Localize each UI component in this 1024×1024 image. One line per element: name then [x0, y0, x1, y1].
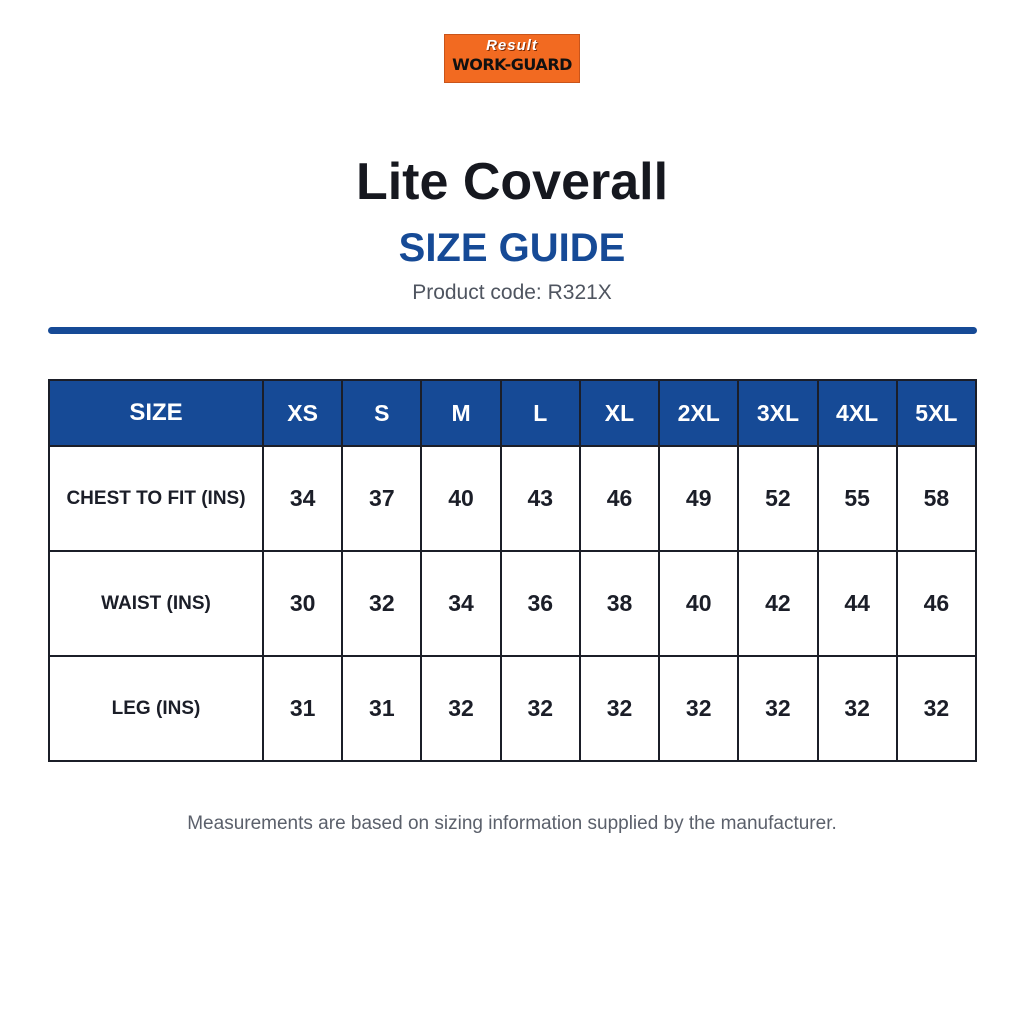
table-cell: 32	[818, 656, 897, 761]
size-header-5xl: 5XL	[897, 380, 976, 446]
table-cell: 32	[501, 656, 580, 761]
table-cell: 40	[659, 551, 738, 656]
size-header-3xl: 3XL	[738, 380, 817, 446]
table-cell: 36	[501, 551, 580, 656]
table-row-leg	[49, 656, 976, 761]
table-cell: 32	[897, 656, 976, 761]
table-cell: 38	[580, 551, 659, 656]
table-cell: 34	[263, 446, 342, 551]
page-title: Lite Coverall	[355, 153, 669, 211]
size-header-row	[49, 380, 976, 446]
size-header-s: S	[342, 380, 421, 446]
table-cell: 40	[421, 446, 500, 551]
table-cell: 43	[501, 446, 580, 551]
size-header-4xl: 4XL	[818, 380, 897, 446]
table-cell: 46	[897, 551, 976, 656]
table-cell: 58	[897, 446, 976, 551]
table-cell: 32	[659, 656, 738, 761]
table-cell: 37	[342, 446, 421, 551]
size-header-2xl: 2XL	[659, 380, 738, 446]
table-cell: 32	[421, 656, 500, 761]
row-label-waist: WAIST (INS)	[49, 551, 263, 656]
size-header-xs: XS	[263, 380, 342, 446]
table-cell: 31	[263, 656, 342, 761]
size-table	[48, 379, 977, 762]
table-cell: 46	[580, 446, 659, 551]
table-cell: 30	[263, 551, 342, 656]
table-cell: 44	[818, 551, 897, 656]
divider	[48, 327, 977, 334]
table-cell: 52	[738, 446, 817, 551]
size-header-m: M	[421, 380, 500, 446]
product-code: Product code: R321X	[412, 281, 612, 304]
table-cell: 32	[738, 656, 817, 761]
table-cell: 32	[342, 551, 421, 656]
logo-sub-text: WORK-GUARD	[452, 55, 572, 74]
table-cell: 42	[738, 551, 817, 656]
table-row-waist	[49, 551, 976, 656]
size-corner-header: SIZE	[49, 380, 263, 446]
table-cell: 55	[818, 446, 897, 551]
page-subtitle: SIZE GUIDE	[398, 226, 626, 270]
table-cell: 32	[580, 656, 659, 761]
footnote: Measurements are based on sizing information supplied by the manufacturer.	[187, 813, 837, 834]
table-cell: 31	[342, 656, 421, 761]
table-row-chest	[49, 446, 976, 551]
logo-brand-text: Result	[486, 37, 538, 54]
table-cell: 49	[659, 446, 738, 551]
table-cell: 34	[421, 551, 500, 656]
row-label-leg: LEG (INS)	[49, 656, 263, 761]
size-header-xl: XL	[580, 380, 659, 446]
size-header-l: L	[501, 380, 580, 446]
row-label-chest: CHEST TO FIT (INS)	[49, 446, 263, 551]
brand-logo	[444, 34, 580, 83]
